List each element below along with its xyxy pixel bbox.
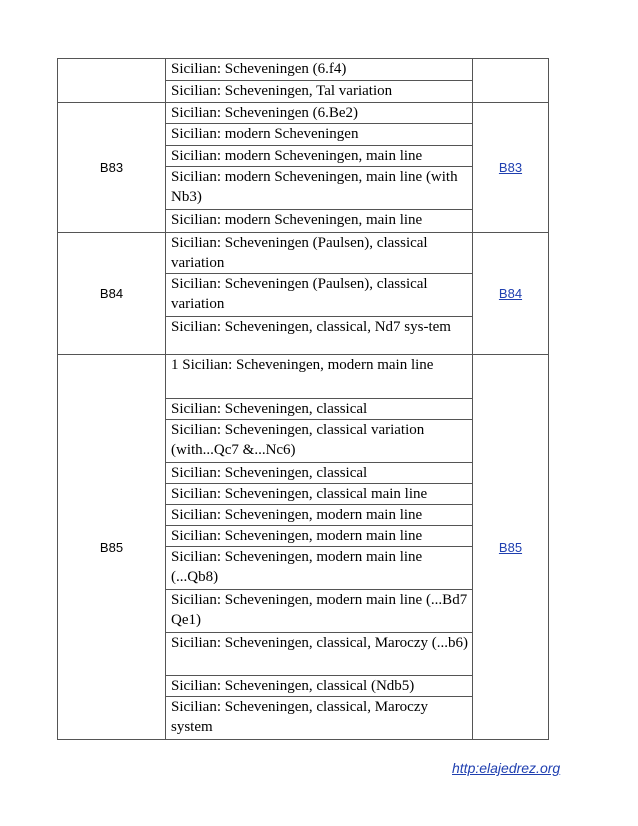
table-row — [58, 233, 549, 355]
eco-code-cell: B84 — [58, 233, 166, 354]
variation-name: Sicilian: Scheveningen, classical main line — [166, 484, 472, 505]
variation-name: Sicilian: Scheveningen, modern main line — [166, 526, 472, 547]
variation-name: 1 Sicilian: Scheveningen, modern main line — [166, 355, 472, 399]
variation-name: Sicilian: Scheveningen, classical — [166, 463, 472, 484]
variation-name: Sicilian: Scheveningen (Paulsen), classical variation — [166, 274, 472, 317]
variation-names-cell — [166, 103, 473, 232]
variation-name: Sicilian: modern Scheveningen, main line — [171, 212, 423, 228]
variation-name: Sicilian: Scheveningen (Paulsen), classical variation — [166, 233, 472, 274]
variation-name: Sicilian: Scheveningen, modern main line — [166, 505, 472, 526]
variation-name: Sicilian: Scheveningen, modern main line (...Qb8) — [166, 547, 472, 590]
eco-code-cell: B85 — [58, 355, 166, 739]
variation-name: Sicilian: Scheveningen, classical — [166, 399, 472, 420]
eco-link[interactable]: B84 — [498, 286, 523, 301]
eco-code-cell: B83 — [58, 103, 166, 232]
variation-name: Sicilian: Scheveningen (6.Be2) — [166, 103, 472, 124]
variation-names-cell — [166, 233, 473, 354]
eco-link-cell — [473, 233, 549, 354]
variation-name: Sicilian: Scheveningen, classical, Maroczy (...b6) — [166, 633, 472, 676]
table-row — [58, 103, 549, 233]
eco-link[interactable]: B85 — [498, 539, 523, 555]
table-row — [58, 355, 549, 740]
variation-names-cell — [166, 59, 473, 102]
eco-link[interactable]: B83 — [498, 160, 523, 175]
eco-table — [57, 58, 549, 740]
variation-name: Sicilian: Scheveningen, Tal variation — [171, 83, 393, 99]
variation-name: Sicilian: Scheveningen, classical, Maroczy system — [171, 699, 428, 735]
variation-name: Sicilian: Scheveningen, modern main line (...Bd7 Qe1) — [166, 590, 472, 633]
eco-link-cell — [473, 103, 549, 232]
variation-name: Sicilian: modern Scheveningen — [166, 124, 472, 146]
variation-name: Sicilian: modern Scheveningen, main line (with Nb3) — [166, 167, 472, 210]
variation-name: Sicilian: Scheveningen (6.f4) — [166, 59, 472, 81]
variation-names-cell — [166, 355, 473, 739]
eco-code-cell — [58, 59, 166, 102]
variation-name: Sicilian: modern Scheveningen, main line — [166, 146, 472, 167]
variation-name: Sicilian: Scheveningen, classical variation (with...Qc7 &...Nc6) — [166, 420, 472, 463]
eco-link-cell — [473, 355, 549, 739]
variation-name: Sicilian: Scheveningen, classical, Nd7 sys-tem — [171, 319, 451, 335]
source-link[interactable]: http:elajedrez.org — [452, 760, 561, 776]
table-row — [58, 58, 549, 103]
eco-link-cell — [473, 59, 549, 102]
variation-name: Sicilian: Scheveningen, classical (Ndb5) — [166, 676, 472, 697]
